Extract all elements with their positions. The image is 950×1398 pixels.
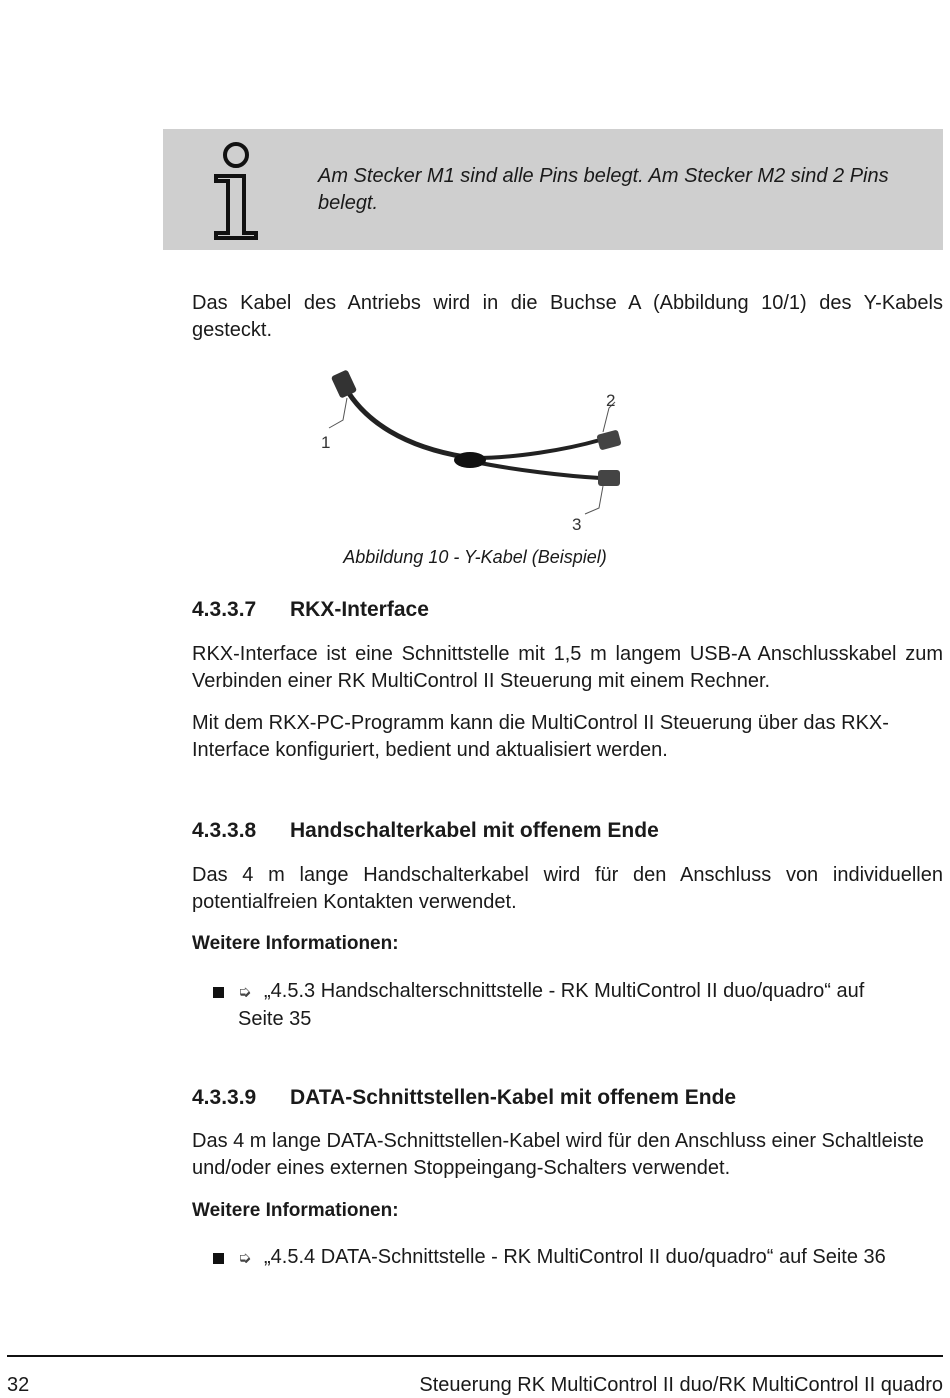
callout-1: 1 xyxy=(321,433,331,452)
list-item[interactable] xyxy=(213,1244,913,1272)
list-item[interactable] xyxy=(213,978,913,1033)
section-heading-4339 xyxy=(192,1084,943,1112)
section-number: 4.3.3.8 xyxy=(192,819,257,842)
callout-3: 3 xyxy=(572,515,582,534)
footer-divider xyxy=(7,1355,943,1357)
intro-paragraph: Das Kabel des Antriebs wird in die Buchse A (Abbildung 10/1) des Y-Kabels gesteckt. xyxy=(192,292,943,341)
section-number: 4.3.3.9 xyxy=(192,1086,257,1109)
arrow-link-icon: ➭ xyxy=(238,984,252,1001)
section-paragraph: Mit dem RKX-PC-Programm kann die MultiControl II Steuerung über das RKX-Interface konfiguriert, bedient und aktualisiert werden. xyxy=(192,712,889,761)
section-paragraph: Das 4 m lange Handschalterkabel wird für den Anschluss von individuellen potentialfreien Kontakten verwendet. xyxy=(192,864,943,913)
square-bullet-icon xyxy=(213,987,224,998)
info-note xyxy=(163,129,943,250)
cross-reference-link[interactable]: „4.5.4 DATA-Schnittstelle - RK MultiControl II duo/quadro“ auf Seite 36 xyxy=(264,1246,886,1268)
y-cable-figure xyxy=(315,362,635,534)
figure-caption: Abbildung 10 - Y-Kabel (Beispiel) xyxy=(343,547,607,567)
section-paragraph: RKX-Interface ist eine Schnittstelle mit 1,5 m langem USB-A Anschlusskabel zum Verbinden einer RK MultiControl II Steuerung mit einem Rechner. xyxy=(192,643,943,692)
square-bullet-icon xyxy=(213,1253,224,1264)
note-text: Am Stecker M1 sind alle Pins belegt. Am Stecker M2 sind 2 Pins belegt. xyxy=(318,165,889,214)
footer-title: Steuerung RK MultiControl II duo/RK MultiControl II quadro xyxy=(419,1374,943,1396)
info-icon xyxy=(206,141,266,241)
section-heading-4338 xyxy=(192,817,943,845)
section-number: 4.3.3.7 xyxy=(192,598,257,621)
page-number: 32 xyxy=(7,1374,30,1396)
arrow-link-icon: ➭ xyxy=(238,1250,252,1267)
section-title: Handschalterkabel mit offenem Ende xyxy=(290,819,659,842)
section-title: DATA-Schnittstellen-Kabel mit offenem Ende xyxy=(290,1086,737,1109)
section-title: RKX-Interface xyxy=(290,598,429,621)
info-label: Weitere Informationen: xyxy=(192,933,399,954)
callout-2: 2 xyxy=(606,391,616,410)
info-label: Weitere Informationen: xyxy=(192,1200,399,1221)
section-heading-4337 xyxy=(192,596,943,624)
section-paragraph: Das 4 m lange DATA-Schnittstellen-Kabel wird für den Anschluss einer Schaltleiste und/oder eines externen Stoppeingang-Schalters verwendet. xyxy=(192,1130,924,1179)
cross-reference-link[interactable]: „4.5.3 Handschalterschnittstelle - RK MultiControl II duo/quadro“ auf Seite 35 xyxy=(238,980,865,1030)
